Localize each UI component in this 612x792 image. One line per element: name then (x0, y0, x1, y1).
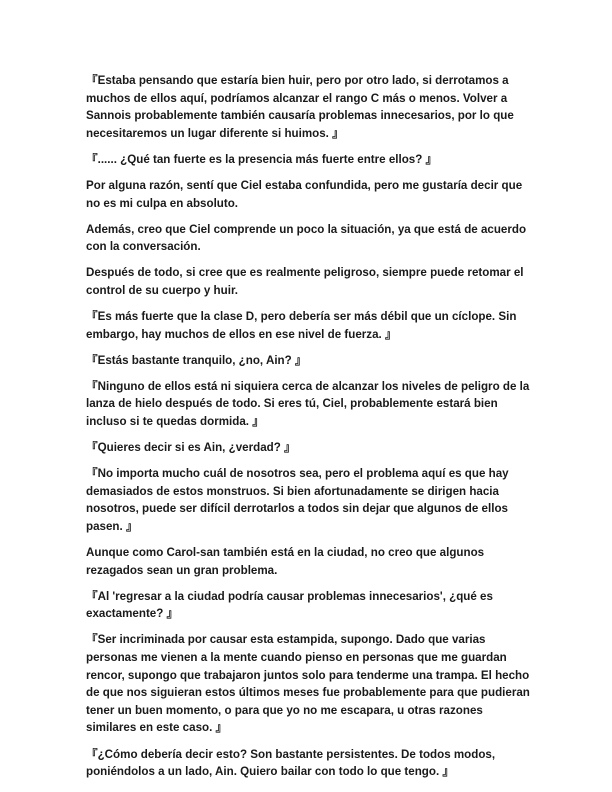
paragraph-11: Aunque como Carol-san también está en la ciudad, no creo que algunos rezagados sean un gran problema. (86, 546, 485, 577)
paragraph-7: 『Estás bastante tranquilo, ¿no, Ain? 』 (86, 353, 307, 367)
paragraph-3: Por alguna razón, sentí que Ciel estaba confundida, pero me gustaría decir que no es mi culpa en absoluto. (86, 178, 523, 210)
paragraph-9: 『Quieres decir si es Ain, ¿verdad? 』 (86, 441, 296, 455)
paragraph-8: 『Ninguno de ellos está ni siquiera cerca de alcanzar los niveles de peligro de la lanza de hielo después de todo. Si eres tú, Ciel, probablemente estará bien incluso si te quedas dormida. 』 (86, 379, 530, 428)
paragraph-1: 『Estaba pensando que estaría bien huir, pero por otro lado, si derrotamos a muchos de ellos aquí, podríamos alcanzar el rango C más o menos. Volver a Sannois probablemente también causaría problemas innecesarios, por lo que necesitaremos un lugar diferente si huimos. 』 (86, 74, 514, 140)
paragraph-6: 『Es más fuerte que la clase D, pero debería ser más débil que un cíclope. Sin embargo, hay muchos de ellos en ese nivel de fuerza. 』 (86, 310, 517, 341)
paragraph-10: 『No importa mucho cuál de nosotros sea, pero el problema aquí es que hay demasiados de estos monstruos. Si bien afortunadamente se dirigen hacia nosotros, puede ser difícil derrotarlos a todos sin dejar que algunos de ellos pasen. 』 (86, 467, 509, 533)
paragraph-4: Además, creo que Ciel comprende un poco la situación, ya que está de acuerdo con la conversación. (86, 222, 527, 254)
paragraph-2: 『...... ¿Qué tan fuerte es la presencia más fuerte entre ellos? 』 (86, 152, 438, 166)
paragraph-13: 『Ser incriminada por causar esta estampida, supongo. Dado que varias personas me vienen a la mente cuando pienso en personas que me guardan rencor, supongo que trabajaron juntos solo para tenderme una trampa. El hecho de que nos siguieran estos últimos meses fue probablemente para que pudieran tener un buen momento, o para que yo no me escapara, u otras razones similares en este caso. 』 (86, 633, 530, 735)
paragraph-14: 『¿Cómo debería decir esto? Son bastante persistentes. De todos modos, poniéndolos a un lado, Ain. Quiero bailar con todo lo que tengo. 』 (86, 747, 496, 779)
document-page (86, 72, 530, 789)
paragraph-12: 『Al 'regresar a la ciudad podría causar problemas innecesarios', ¿qué es exactamente? 』 (86, 589, 493, 621)
paragraph-5: Después de todo, si cree que es realmente peligroso, siempre puede retomar el control de su cuerpo y huir. (86, 266, 524, 297)
